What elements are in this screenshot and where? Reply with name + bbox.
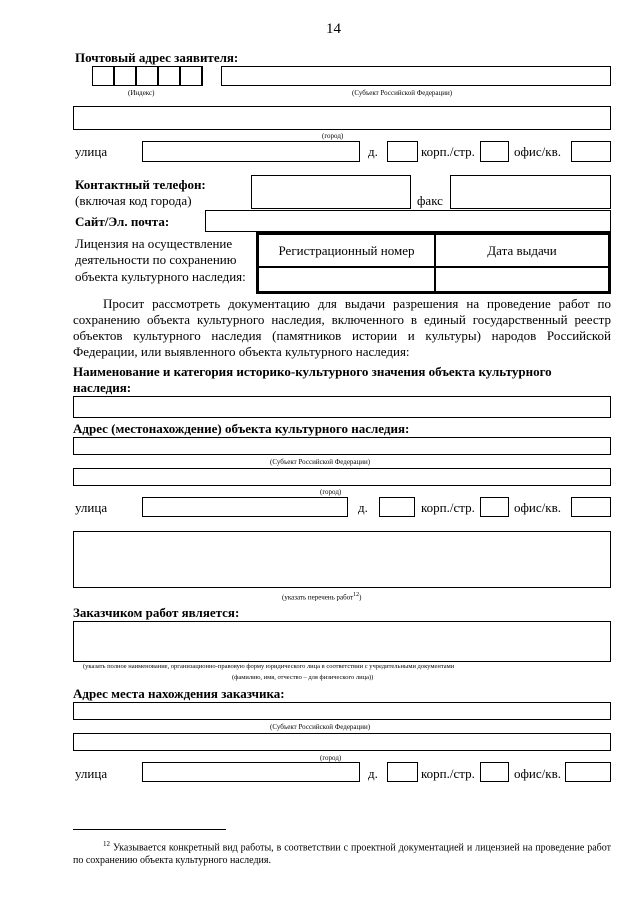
object-office-label: офис/кв. [514, 500, 561, 515]
customer-building-label: корп./стр. [421, 766, 475, 781]
street-label: улица [75, 144, 108, 159]
license-label-line2: деятельности по сохранению [75, 252, 237, 267]
object-house-field[interactable] [379, 497, 415, 517]
license-reg-number-field[interactable] [258, 267, 435, 292]
postal-index-cell[interactable] [136, 66, 158, 86]
footnote-separator [73, 829, 226, 830]
license-reg-number-header: Регистрационный номер [258, 234, 435, 267]
object-office-field[interactable] [571, 497, 611, 517]
customer-heading: Заказчиком работ является: [73, 605, 240, 620]
applicant-building-field[interactable] [480, 141, 509, 162]
customer-street-field[interactable] [142, 762, 360, 782]
object-name-heading-line1: Наименование и категория историко-культурного значения объекта культурного [73, 364, 552, 379]
building-label: корп./стр. [421, 144, 475, 159]
house-label: д. [368, 144, 378, 159]
object-street-field[interactable] [142, 497, 348, 517]
customer-office-label: офис/кв. [514, 766, 561, 781]
object-building-label: корп./стр. [421, 500, 475, 515]
applicant-address-heading: Почтовый адрес заявителя: [75, 50, 239, 65]
works-caption-text: (указать перечень работ [282, 593, 354, 602]
applicant-office-field[interactable] [571, 141, 611, 162]
customer-house-field[interactable] [387, 762, 418, 782]
site-email-field[interactable] [205, 210, 611, 232]
object-city-field[interactable] [73, 468, 611, 486]
postal-index-cell[interactable] [180, 66, 202, 86]
license-label-line3: объекта культурного наследия: [75, 269, 246, 284]
object-region-caption: (Субъект Российской Федерации) [270, 458, 371, 466]
customer-building-field[interactable] [480, 762, 509, 782]
license-issue-date-header: Дата выдачи [435, 234, 609, 267]
index-caption: (Индекс) [128, 89, 155, 97]
object-name-heading-line2: наследия: [73, 380, 132, 395]
fax-field[interactable] [450, 175, 611, 209]
customer-city-field[interactable] [73, 733, 611, 751]
customer-name-field[interactable] [73, 621, 611, 662]
customer-city-caption: (город) [320, 754, 342, 762]
postal-index-cell[interactable] [92, 66, 114, 86]
fax-label: факс [417, 193, 443, 208]
postal-index-cell[interactable] [158, 66, 180, 86]
request-paragraph: Просит рассмотреть документацию для выдачи разрешения на проведение работ по сохранению объекта культурного наследия, включенного в единый государственный реестр объектов культурного наследия (памятников истории и культуры) народов Российской Федерации, или выявленного объекта культурного наследия: [73, 296, 611, 359]
customer-caption-line1: (указать полное наименование, организационно-правовую форму юридического лица в соответствии с учредительными документами [83, 663, 455, 670]
customer-street-label: улица [75, 766, 108, 781]
license-label-line1: Лицензия на осуществление [75, 236, 233, 251]
phone-heading: Контактный телефон: [75, 177, 206, 192]
object-city-caption: (город) [320, 488, 342, 496]
customer-office-field[interactable] [565, 762, 611, 782]
works-caption-close: ) [359, 593, 362, 602]
works-list-field[interactable] [73, 531, 611, 588]
customer-region-field[interactable] [73, 702, 611, 720]
applicant-house-field[interactable] [387, 141, 418, 162]
phone-field[interactable] [251, 175, 411, 209]
object-street-label: улица [75, 500, 108, 515]
object-name-field[interactable] [73, 396, 611, 418]
footnote-number: 12 [103, 840, 110, 848]
phone-note: (включая код города) [75, 193, 192, 208]
object-address-heading: Адрес (местонахождение) объекта культурного наследия: [73, 421, 410, 436]
works-footnote-ref: 12 [353, 592, 360, 598]
postal-index-cell[interactable] [114, 66, 136, 86]
object-building-field[interactable] [480, 497, 509, 517]
applicant-region-field[interactable] [221, 66, 611, 86]
office-label: офис/кв. [514, 144, 561, 159]
object-house-label: д. [358, 500, 368, 515]
applicant-street-field[interactable] [142, 141, 360, 162]
applicant-city-field[interactable] [73, 106, 611, 130]
customer-address-heading: Адрес места нахождения заказчика: [73, 686, 285, 701]
customer-caption-line2: (фамилию, имя, отчество – для физического лица)) [232, 674, 374, 681]
site-email-label: Сайт/Эл. почта: [75, 214, 170, 229]
works-caption [282, 591, 362, 601]
footnote [73, 838, 611, 867]
region-caption: (Субъект Российской Федерации) [352, 89, 453, 97]
license-issue-date-field[interactable] [435, 267, 609, 292]
customer-region-caption: (Субъект Российской Федерации) [270, 723, 371, 731]
footnote-text: Указывается конкретный вид работы, в соответствии с проектной документацией и лицензией на проведение работ по сохранению объекта культурного наследия. [73, 842, 612, 867]
object-region-field[interactable] [73, 437, 611, 455]
page-number: 14 [326, 21, 341, 37]
postal-index-cell[interactable] [202, 66, 203, 86]
city-caption: (город) [322, 132, 344, 140]
customer-house-label: д. [368, 766, 378, 781]
